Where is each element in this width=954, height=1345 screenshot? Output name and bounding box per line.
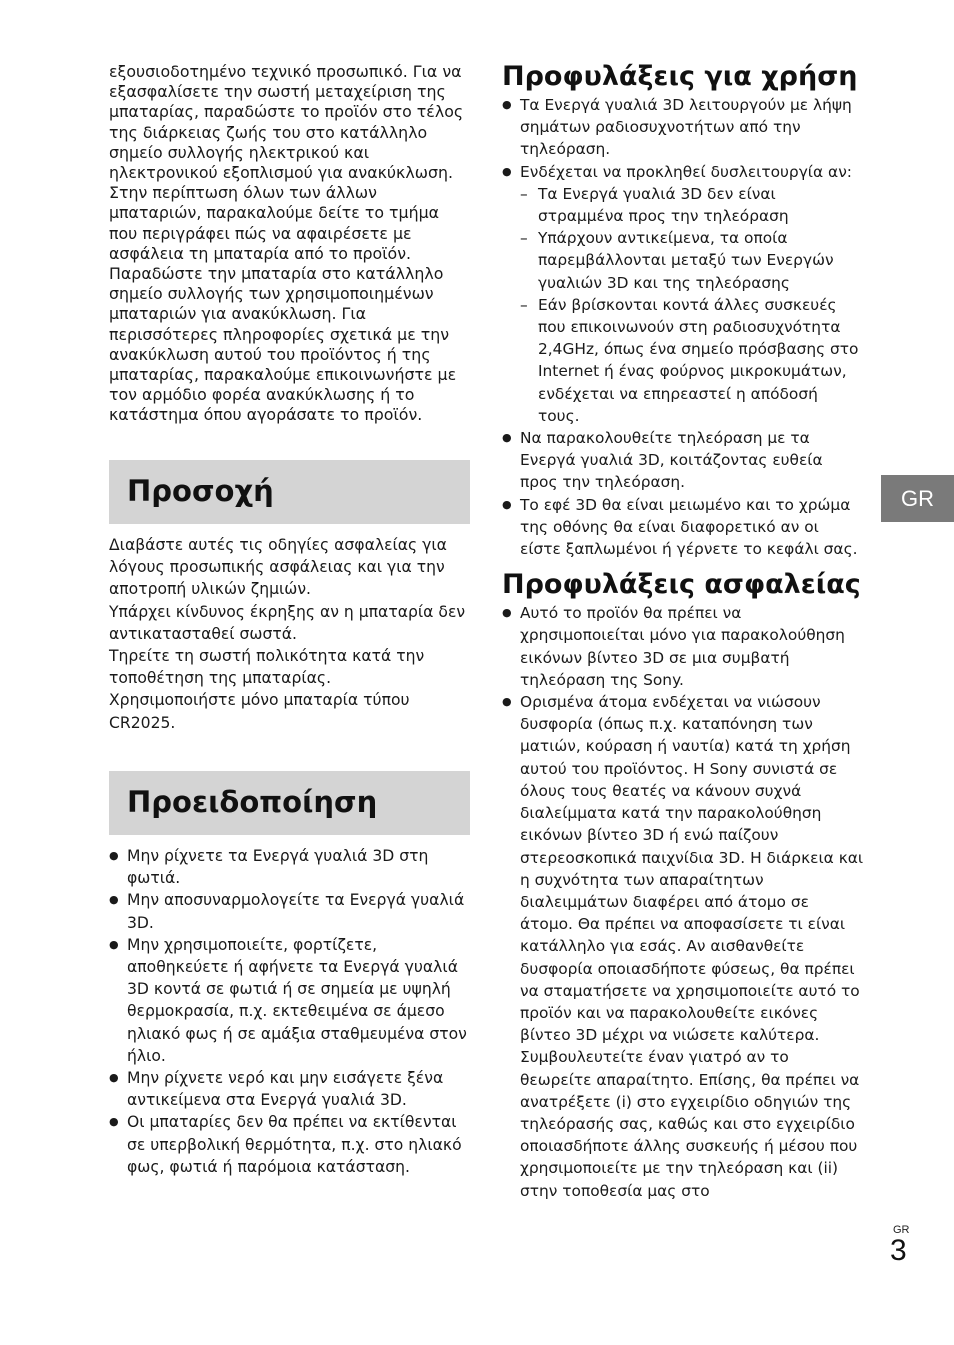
malfunction-sublist <box>520 183 864 427</box>
sublist-item: – Τα Ενεργά γυαλιά 3D δεν είναι στραμμένα προς την τηλεόραση <box>520 183 864 227</box>
intro-section <box>109 62 471 426</box>
warning-list <box>109 845 471 1178</box>
list-item: ● Μην χρησιμοποιείτε, φορτίζετε, αποθηκεύετε ή αφήνετε τα Ενεργά γυαλιά 3D κοντά σε φωτιά ή σε σημεία με υψηλή θερμοκρασία, π.χ. εκτεθειμένα σε άμεσο ηλιακό φως ή σε αμάξια σταθμευμένα στον ήλιο. <box>109 934 471 1067</box>
caution-body <box>109 534 471 734</box>
list-item: ● Το εφέ 3D θα είναι μειωμένο και το χρώμα της οθόνης θα είναι διαφορετικό αν οι είστε ξαπλωμένοι ή γέρνετε το κεφάλι σας. <box>502 494 864 561</box>
safety-precautions-list <box>502 602 864 1201</box>
use-precautions-list <box>502 94 864 560</box>
use-precautions-heading: Προφυλάξεις για χρήση <box>502 61 858 92</box>
caution-heading: Προσοχή <box>127 474 274 508</box>
language-tab: GR <box>881 475 954 522</box>
caution-paragraph: Διαβάστε αυτές τις οδηγίες ασφαλείας για λόγους προσωπικής ασφάλειας και για την αποτροπή υλικών ζημιών. <box>109 536 447 599</box>
caution-paragraph: Χρησιμοποιήστε μόνο μπαταρία τύπου CR2025. <box>109 691 410 732</box>
sublist-item: – Εάν βρίσκονται κοντά άλλες συσκευές που επικοινωνούν στη ραδιοσυχνότητα 2,4GHz, όπως ένα σημείο πρόσβασης στο Internet ή ένας φούρνος μικροκυμάτων, ενδέχεται να επηρεαστεί η απόδοσή τους. <box>520 294 864 427</box>
list-item: ● Τα Ενεργά γυαλιά 3D λειτουργούν με λήψη σημάτων ραδιοσυχνοτήτων από την τηλεόραση. <box>502 94 864 161</box>
caution-paragraph: Υπάρχει κίνδυνος έκρηξης αν η μπαταρία δεν αντικατασταθεί σωστά. <box>109 602 466 643</box>
warning-body <box>109 845 471 1178</box>
warning-heading: Προειδοποίηση <box>127 785 378 819</box>
page-number: 3 <box>890 1234 907 1267</box>
list-item: ● Μην ρίχνετε τα Ενεργά γυαλιά 3D στη φωτιά. <box>109 845 471 889</box>
sublist-item: – Υπάρχουν αντικείμενα, τα οποία παρεμβάλλονται μεταξύ των Ενεργών γυαλιών 3D και της τηλεόρασης <box>520 227 864 294</box>
warning-heading-box <box>109 771 470 835</box>
list-item: ● Οι μπαταρίες δεν θα πρέπει να εκτίθενται σε υπερβολική θερμότητα, π.χ. στο ηλιακό φως, φωτιά ή παρόμοια κατάσταση. <box>109 1111 471 1178</box>
safety-precautions-heading: Προφυλάξεις ασφαλείας <box>502 569 861 601</box>
caution-paragraph: Τηρείτε τη σωστή πολικότητα κατά την τοποθέτηση της μπαταρίας. <box>109 647 425 688</box>
list-item: ● Μην αποσυναρμολογείτε τα Ενεργά γυαλιά 3D. <box>109 889 471 933</box>
list-item: ● Ορισμένα άτομα ενδέχεται να νιώσουν δυσφορία (όπως π.χ. καταπόνηση των ματιών, κούραση ή ναυτία) κατά τη χρήση αυτού του προϊόντος. Η Sony συνιστά σε όλους τους θεατές να κάνουν συχνά διαλείμματα κατά την παρακολούθηση εικόνων βίντεο 3D ή ενώ παίζουν στερεοσκοπικά παιχνίδια 3D. Η διάρκεια και η συχνότητα των απαραίτητων διαλειμμάτων διαφέρει από άτομο σε άτομο. Θα πρέπει να αποφασίσετε τι είναι κατάλληλο για εσάς. Αν αισθανθείτε δυσφορία οποιασδήποτε φύσεως, θα πρέπει να σταματήσετε να χρησιμοποιείτε αυτό το προϊόν και να παρακολουθείτε εικόνες βίντεο 3D μέχρι να νιώσετε καλύτερα. Συμβουλευτείτε έναν γιατρό αν το θεωρείτε απαραίτητο. Επίσης, θα πρέπει να ανατρέξετε (i) στο εγχειρίδιο οδηγιών της τηλεόρασής σας, καθώς και στο εγχειρίδιο οποιασδήποτε άλλης συσκευής ή μέσου που χρησιμοποιείτε με την τηλεόραση και (ii) στην τοποθεσία μας στο <box>502 691 864 1202</box>
list-item: ● Να παρακολουθείτε τηλεόραση με τα Ενεργά γυαλιά 3D, κοιτάζοντας ευθεία προς την τηλεόραση. <box>502 427 864 494</box>
list-item <box>502 161 864 427</box>
list-item: ● Μην ρίχνετε νερό και μην εισάγετε ξένα αντικείμενα στα Ενεργά γυαλιά 3D. <box>109 1067 471 1111</box>
intro-paragraph: εξουσιοδοτημένο τεχνικό προσωπικό. Για να εξασφαλίσετε την σωστή μεταχείριση της μπαταρίας, παραδώστε το προϊόν στο τέλος της διάρκειας ζωής του στο κατάλληλο σημείο συλλογής ηλεκτρικού και ηλεκτρονικού εξοπλισμού για ανακύκλωση. Στην περίπτωση όλων των άλλων μπαταριών, παρακαλούμε δείτε το τμήμα που περιγράφει πώς να αφαιρέσετε με ασφάλεια τη μπαταρία από το προϊόν. Παραδώστε την μπαταρία στο κατάλληλο σημείο συλλογής των χρησιμοποιημένων μπαταριών για ανακύκλωση. Για περισσότερες πληροφορίες σχετικά με την ανακύκλωση αυτού του προϊόντος ή της μπαταρίας, παρακαλούμε επικοινωνήστε με τον αρμόδιο φορέα ανακύκλωσης ή το κατάστημα όπου αγοράσατε το προϊόν. <box>109 62 464 425</box>
page-language-label: GR <box>893 1224 910 1236</box>
list-item: ● Αυτό το προϊόν θα πρέπει να χρησιμοποιείται μόνο για παρακολούθηση εικόνων βίντεο 3D σε μια συμβατή τηλεόραση της Sony. <box>502 602 864 691</box>
caution-heading-box <box>109 460 470 524</box>
right-column <box>502 60 864 1202</box>
list-item-text: Ενδέχεται να προκληθεί δυσλειτουργία αν: <box>520 162 852 181</box>
